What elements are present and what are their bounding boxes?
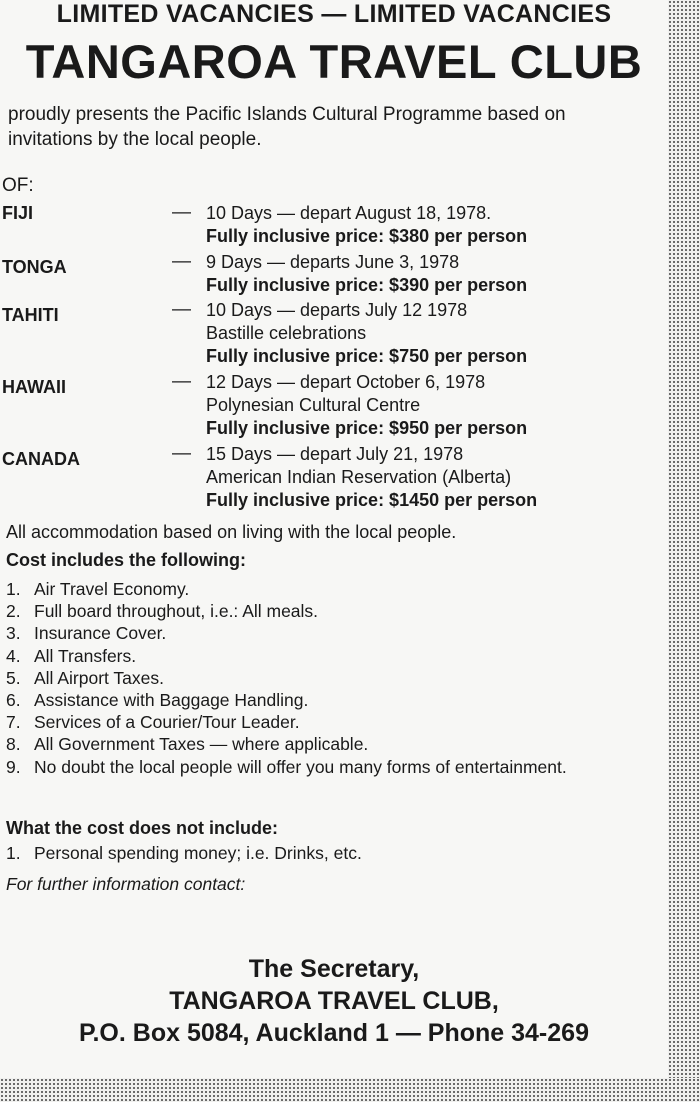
banner-headline: LIMITED VACANCIES — LIMITED VACANCIES bbox=[56, 0, 612, 28]
trip-dates: 12 Days — depart October 6, 1978 bbox=[206, 372, 486, 392]
excludes-list bbox=[6, 843, 362, 864]
trip-price: Fully inclusive price: $1450 per person bbox=[206, 490, 538, 510]
contact-line-3: P.O. Box 5084, Auckland 1 — Phone 34-269 bbox=[79, 1019, 589, 1047]
intro-paragraph: proudly presents the Pacific Islands Cultural Programme based on invitations by the local people. bbox=[8, 104, 566, 150]
trip-price: Fully inclusive price: $750 per person bbox=[206, 346, 528, 366]
contact-line-2: TANGAROA TRAVEL CLUB, bbox=[169, 987, 499, 1015]
of-label: OF: bbox=[2, 175, 34, 196]
trip-note: Bastille celebrations bbox=[206, 323, 367, 343]
excludes-heading: What the cost does not include: bbox=[6, 818, 279, 838]
trip-note: American Indian Reservation (Alberta) bbox=[206, 467, 512, 487]
list-item: 1. Air Travel Economy. bbox=[6, 579, 190, 599]
trip-price: Fully inclusive price: $950 per person bbox=[206, 418, 528, 438]
trip-dates: 9 Days — departs June 3, 1978 bbox=[206, 252, 460, 272]
trip-dash: — bbox=[172, 443, 191, 464]
trip-destination: TAHITI bbox=[2, 305, 59, 325]
trip-price: Fully inclusive price: $390 per person bbox=[206, 275, 528, 295]
list-item: 3. Insurance Cover. bbox=[6, 623, 167, 644]
trip-note: Polynesian Cultural Centre bbox=[206, 395, 421, 415]
trip-destination: CANADA bbox=[2, 449, 80, 469]
list-item: 8. All Government Taxes — where applicable. bbox=[6, 734, 369, 755]
trip-details bbox=[206, 299, 527, 368]
trip-details bbox=[206, 443, 537, 512]
trip-dash: — bbox=[172, 371, 191, 392]
trip-destination: FIJI bbox=[2, 203, 34, 223]
list-item: 9. No doubt the local people will offer you many forms of entertainment. bbox=[6, 756, 567, 777]
accommodation-note: All accommodation based on living with the local people. bbox=[6, 522, 457, 542]
halftone-border-bottom bbox=[0, 1078, 700, 1102]
trip-dash: — bbox=[172, 299, 191, 320]
includes-list bbox=[6, 578, 594, 778]
trip-destination: HAWAII bbox=[2, 377, 67, 397]
trip-destination: TONGA bbox=[2, 257, 67, 277]
contact-prompt: For further information contact: bbox=[6, 874, 246, 894]
trip-dash: — bbox=[172, 202, 191, 223]
list-item: 7. Services of a Courier/Tour Leader. bbox=[6, 712, 300, 733]
trip-price: Fully inclusive price: $380 per person bbox=[206, 226, 528, 246]
trip-dates: 10 Days — depart August 18, 1978. bbox=[206, 203, 492, 223]
list-item: 1. Personal spending money; i.e. Drinks, etc. bbox=[6, 843, 362, 863]
trip-dates: 10 Days — departs July 12 1978 bbox=[206, 300, 468, 320]
trip-details bbox=[206, 371, 527, 440]
list-item: 5. All Airport Taxes. bbox=[6, 667, 165, 688]
trip-details bbox=[206, 202, 527, 248]
list-item: 2. Full board throughout, i.e.: All meals. bbox=[6, 601, 319, 622]
list-item: 4. All Transfers. bbox=[6, 645, 137, 666]
trip-dates: 15 Days — depart July 21, 1978 bbox=[206, 444, 464, 464]
trip-dash: — bbox=[172, 251, 191, 272]
includes-heading: Cost includes the following: bbox=[6, 550, 246, 570]
club-title: TANGAROA TRAVEL CLUB bbox=[25, 35, 643, 88]
contact-line-1: The Secretary, bbox=[248, 955, 420, 983]
list-item: 6. Assistance with Baggage Handling. bbox=[6, 690, 309, 711]
trip-details bbox=[206, 251, 527, 297]
halftone-border-right bbox=[668, 0, 700, 1102]
